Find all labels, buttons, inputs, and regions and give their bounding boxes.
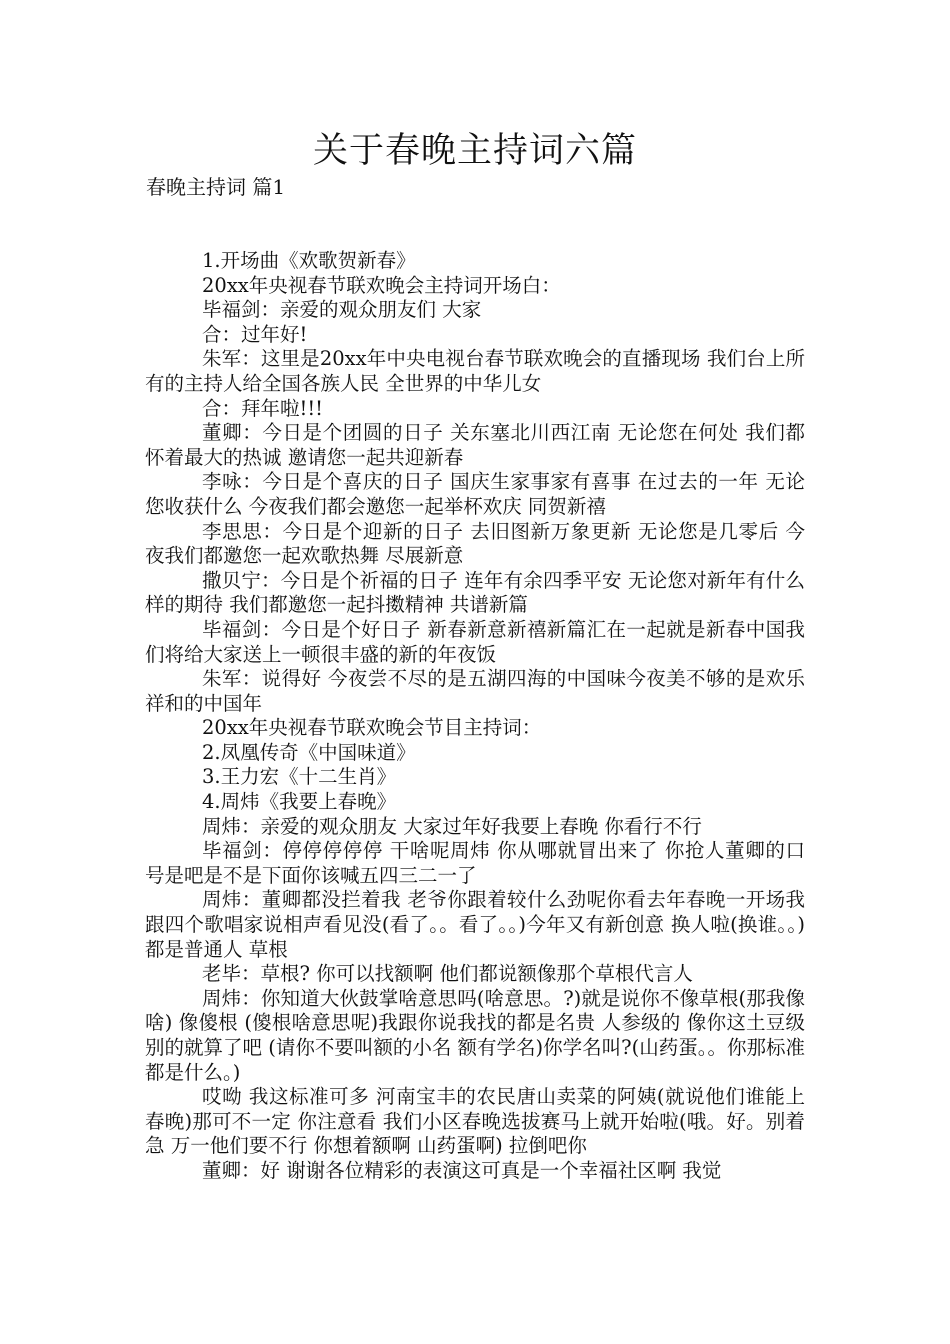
paragraph: 哎呦 我这标准可多 河南宝丰的农民唐山卖菜的阿姨(就说他们谁能上春晚)那可不一定 你注意看 我们小区春晚选拔赛马上就开始啦(哦。好。别着急 万一他们要不行 你想着额啊 山药蛋啊) 拉倒吧你: [145, 1085, 805, 1158]
paragraph: 毕福剑：亲爱的观众朋友们 大家: [202, 298, 482, 322]
paragraph: 撒贝宁：今日是个祈福的日子 连年有余四季平安 无论您对新年有什么样的期待 我们都邀您一起抖擞精神 共谱新篇: [145, 568, 805, 617]
paragraph: 合：过年好!: [202, 322, 308, 346]
section-heading: 春晚主持词 篇1: [146, 175, 286, 199]
paragraph: 毕福剑：今日是个好日子 新春新意新禧新篇汇在一起就是新春中国我们将给大家送上一顿很丰盛的新的年夜饭: [145, 617, 805, 666]
paragraph: 朱军：说得好 今夜尝不尽的是五湖四海的中国味今夜美不够的是欢乐祥和的中国年: [145, 667, 805, 715]
paragraph: 朱军：这里是20xx年中央电视台春节联欢晚会的直播现场 我们台上所有的主持人给全国各族人民 全世界的中华儿女: [145, 347, 805, 395]
paragraph: 20xx年央视春节联欢晚会主持词开场白：: [202, 273, 561, 297]
paragraph: 李思思：今日是个迎新的日子 去旧图新万象更新 无论您是几零后 今夜我们都邀您一起欢歌热舞 尽展新意: [145, 519, 805, 568]
document-title: 关于春晚主持词六篇: [312, 131, 637, 171]
paragraph: 李咏：今日是个喜庆的日子 国庆生家事家有喜事 在过去的一年 无论您收获什么 今夜我们都会邀您一起举杯欢庆 同贺新禧: [145, 470, 805, 518]
paragraph: 老毕：草根? 你可以找额啊 他们都说额像那个草根代言人: [202, 962, 693, 986]
paragraph: 周炜：董卿都没拦着我 老爷你跟着较什么劲呢你看去年春晚一开场我跟四个歌唱家说相声看见没(看了。。看了。。)今年又有新创意 换人啦(换谁。。)都是普通人 草根: [145, 888, 805, 961]
paragraph: 1.开场曲《欢歌贺新春》: [202, 249, 416, 272]
paragraph: 周炜：你知道大伙鼓掌啥意思吗(啥意思。?)就是说你不像草根(那我像啥) 像傻根 (傻根啥意思呢)我跟你说我找的都是名贵 人参级的 像你这土豆级别的就算了吧 (请你不要叫额的小名 额有学名)你学名叫?(山药蛋。。你那标准都是什么。): [145, 986, 805, 1084]
paragraph: 董卿：今日是个团圆的日子 关东塞北川西江南 无论您在何处 我们都怀着最大的热诚 邀请您一起共迎新春: [145, 421, 805, 469]
document-body: [145, 249, 805, 1184]
paragraph: 20xx年央视春节联欢晚会节目主持词：: [202, 716, 542, 740]
paragraph: 董卿：好 谢谢各位精彩的表演这可真是一个幸福社区啊 我觉: [202, 1158, 722, 1182]
paragraph: 4.周炜《我要上春晚》: [202, 790, 397, 814]
paragraph: 合：拜年啦!!!: [202, 396, 324, 420]
paragraph: 毕福剑：停停停停停 干啥呢周炜 你从哪就冒出来了 你抢人董卿的口号是吧是不是下面你该喊五四三二一了: [145, 839, 805, 887]
paragraph: 周炜：亲爱的观众朋友 大家过年好我要上春晚 你看行不行: [202, 814, 702, 838]
paragraph: 3.王力宏《十二生肖》: [202, 765, 397, 789]
paragraph: 2.凤凰传奇《中国味道》: [202, 740, 416, 764]
